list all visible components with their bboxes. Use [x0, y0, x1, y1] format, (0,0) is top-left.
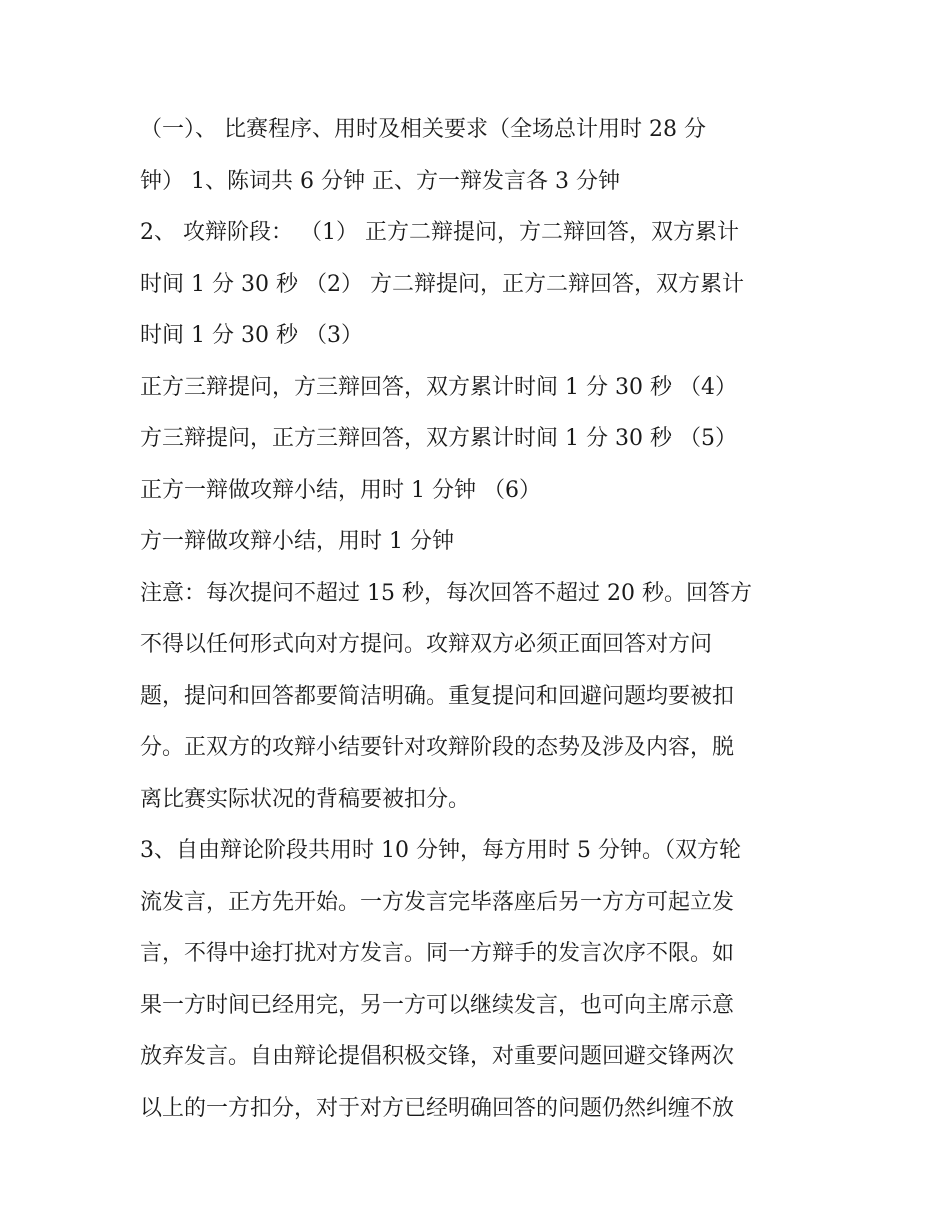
- text-line: 时间 1 分 30 秒 （3）: [140, 323, 363, 348]
- text-line: 注意：每次提问不超过 15 秒，每次回答不超过 20 秒。回答方: [140, 580, 752, 606]
- text-line: 果一方时间已经用完，另一方可以继续发言，也可向主席示意: [140, 992, 735, 1018]
- text-line: 离比赛实际状况的背稿要被扣分。: [140, 786, 471, 812]
- text-line: 不得以任何形式向对方提问。攻辩双方必须正面回答对方问: [140, 632, 713, 657]
- text-line: 放弃发言。自由辩论提倡积极交锋，对重要问题回避交锋两次: [140, 1044, 735, 1069]
- text-line: 题，提问和回答都要简洁明确。重复提问和回避问题均要被扣: [140, 683, 735, 709]
- text-line: 分。正双方的攻辩小结要针对攻辩阶段的态势及涉及内容，脱: [140, 735, 735, 760]
- text-line: （一）、 比赛程序、用时及相关要求（全场总计用时 28 分: [140, 117, 706, 142]
- text-line: 时间 1 分 30 秒 （2） 方二辩提问，正方二辩回答，双方累计: [140, 271, 744, 297]
- text-line: 以上的一方扣分，对于对方已经明确回答的问题仍然纠缠不放: [140, 1095, 735, 1121]
- text-line: 3、自由辩论阶段共用时 10 分钟，每方用时 5 分钟。（双方轮: [140, 838, 741, 863]
- text-line: 钟） 1、陈词共 6 分钟 正、方一辩发言各 3 分钟: [140, 168, 620, 194]
- text-line: 方一辩做攻辩小结，用时 1 分钟: [140, 529, 454, 554]
- document-body: [140, 104, 820, 1134]
- text-line: 流发言，正方先开始。一方发言完毕落座后另一方方可起立发: [140, 889, 735, 915]
- text-line: 正方三辩提问，方三辩回答，双方累计时间 1 分 30 秒 （4）: [140, 374, 737, 400]
- text-line: 方三辩提问，正方三辩回答，双方累计时间 1 分 30 秒 （5）: [140, 426, 737, 451]
- text-line: 言，不得中途打扰对方发言。同一方辩手的发言次序不限。如: [140, 941, 735, 966]
- text-line: 2、 攻辩阶段： （1） 正方二辩提问，方二辩回答，双方累计: [140, 220, 739, 245]
- text-line: 正方一辩做攻辩小结，用时 1 分钟 （6）: [140, 477, 541, 503]
